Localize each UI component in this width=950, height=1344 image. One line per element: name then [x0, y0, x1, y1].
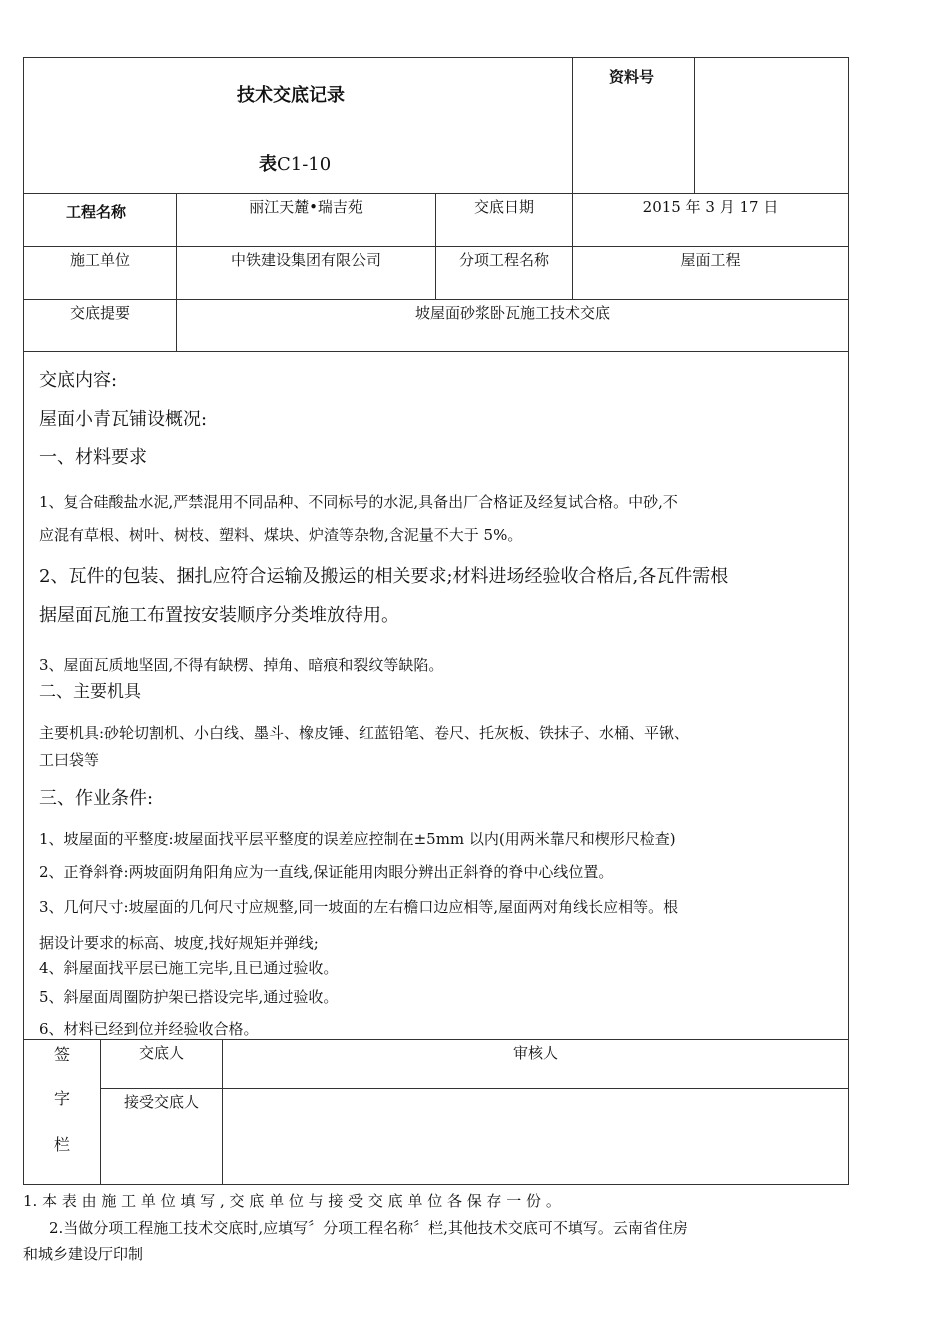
form-code-value: C1-10 [277, 154, 332, 175]
section-tools-title: 二、主要机具 [39, 682, 141, 702]
project-name-label: 工程名称 [66, 203, 127, 221]
materials-item2-line1: 2、瓦件的包装、捆扎应符合运输及搬运的相关要求;材料进场经验收合格后,各瓦件需根 [39, 566, 729, 587]
footnote-1: 1. 本 表 由 施 工 单 位 填 写 , 交 底 单 位 与 接 受 交 底 单 位 各 保 存 一 份 。 [23, 1192, 561, 1210]
conditions-item2: 2、正脊斜脊:两坡面阴角阳角应为一直线,保证能用肉眼分辨出正斜脊的脊中心线位置。 [39, 863, 614, 881]
doc-no-label: 资料号 [609, 68, 655, 86]
subproject-label: 分项工程名称 [458, 251, 549, 269]
materials-item3: 3、屋面瓦质地坚固,不得有缺楞、掉角、暗痕和裂纹等缺陷。 [39, 656, 444, 674]
signature-char-2: 字 [53, 1089, 70, 1108]
tools-line1: 主要机具:砂轮切割机、小白线、墨斗、橡皮锤、红蓝铅笔、卷尺、托灰板、铁抹子、水桶、平锹、 [39, 724, 690, 742]
summary-value: 坡屋面砂浆卧瓦施工技术交底 [414, 304, 610, 322]
summary-label: 交底提要 [69, 304, 130, 322]
form-code [259, 150, 331, 176]
form-label: 表 [259, 154, 277, 175]
conditions-item5: 5、斜屋面周圈防护架已搭设完毕,通过验收。 [39, 988, 339, 1006]
section-materials-title: 一、材料要求 [39, 447, 147, 468]
footnote-2-line2: 和城乡建设厅印制 [23, 1245, 144, 1263]
receiver-label: 接受交底人 [123, 1093, 199, 1111]
tools-line2: 工曰袋等 [39, 751, 100, 769]
conditions-item3-line1: 3、几何尺寸:坡屋面的几何尺寸应规整,同一坡面的左右檐口边应相等,屋面两对角线长应相等。根 [39, 898, 679, 916]
date-value: 2015 年 3 月 17 日 [642, 198, 779, 216]
footnote-2-line1: 2.当做分项工程施工技术交底时,应填写〞分项工程名称〞栏,其他技术交底可不填写。云南省住房 [49, 1219, 688, 1237]
materials-item1-line1: 1、复合硅酸盐水泥,严禁混用不同品种、不同标号的水泥,具备出厂合格证及经复试合格。中砂,不 [39, 493, 678, 511]
content-heading: 交底内容: [39, 370, 118, 391]
project-name-value: 丽江天麓•瑞吉苑 [249, 198, 363, 216]
signature-char-3: 栏 [53, 1135, 70, 1154]
section-conditions-title: 三、作业条件: [39, 788, 154, 809]
conditions-item6: 6、材料已经到位并经验收合格。 [39, 1020, 259, 1038]
subproject-value: 屋面工程 [680, 251, 741, 269]
presenter-label: 交底人 [138, 1044, 184, 1062]
date-label: 交底日期 [473, 198, 534, 216]
conditions-item4: 4、斜屋面找平层已施工完毕,且已通过验收。 [39, 959, 339, 977]
materials-item1-line2: 应混有草根、树叶、树枝、塑料、煤块、炉渣等杂物,含泥量不大于 5%。 [39, 526, 523, 544]
contractor-value: 中铁建设集团有限公司 [230, 251, 381, 269]
materials-item2-line2: 据屋面瓦施工布置按安装顺序分类堆放待用。 [39, 605, 399, 626]
overview-heading: 屋面小青瓦铺设概况: [39, 409, 208, 430]
conditions-item1: 1、坡屋面的平整度:坡屋面找平层平整度的误差应控制在±5mm 以内(用两米靠尺和楔形尺检查) [39, 830, 676, 848]
contractor-label: 施工单位 [69, 251, 130, 269]
form-title: 技术交底记录 [237, 85, 345, 106]
signature-char-1: 签 [53, 1045, 70, 1064]
reviewer-label: 审核人 [512, 1044, 558, 1062]
conditions-item3-line2: 据设计要求的标高、坡度,找好规矩并弹线; [39, 934, 319, 952]
